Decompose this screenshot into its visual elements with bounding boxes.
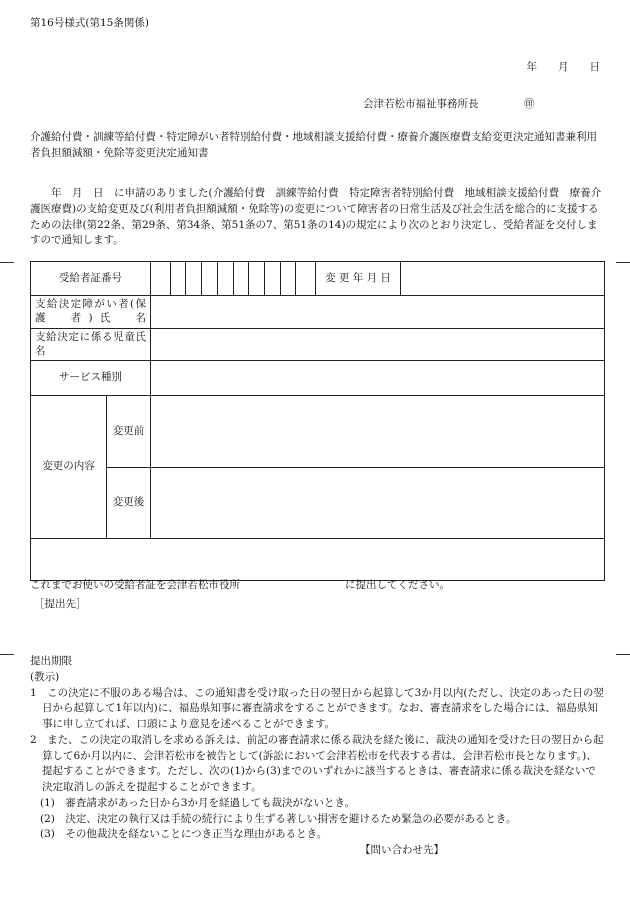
recipient-number-field[interactable] xyxy=(151,262,316,296)
notice-heading: (教示) xyxy=(30,670,60,683)
digit-box[interactable] xyxy=(218,262,234,295)
digit-box[interactable] xyxy=(202,262,218,295)
change-date-field[interactable] xyxy=(401,262,605,296)
form-number: 第16号様式(第15条関係) xyxy=(30,17,149,29)
digit-box[interactable] xyxy=(155,262,171,295)
issuer-name: 会津若松市福祉事務所長 xyxy=(363,98,479,110)
change-content-label: 変更の内容 xyxy=(31,396,107,539)
notice-sub-item-2: (2) 決定、決定の執行又は手続の続行により生ずる著しい損害を避けるため緊急の必要があるとき。 xyxy=(40,812,517,825)
notice-item-2: 2 また、この決定の取消しを求める訴えは、前記の審査請求に係る裁決を経た後に、裁決の通知を受けた日の翌日から起算して6か月以内に、会津若松市を被告として(訴訟において会津若松市を代表する者は、会津若松市長となります。)、提起することができます。ただし、次の(1)から(3)までのいずれかに該当するときは、審査請求に係る裁決を経ないで決定取消しの訴えを提起することができます。 xyxy=(30,733,604,793)
decided-person-field[interactable] xyxy=(151,296,605,329)
table-row xyxy=(31,396,605,468)
before-label: 変更前 xyxy=(107,396,151,468)
fold-mark-left-bottom xyxy=(0,654,14,655)
service-type-label: サービス種別 xyxy=(31,361,151,396)
decided-person-label: 支給決定障がい者(保 護 者)氏 名 xyxy=(31,296,151,329)
decided-child-field[interactable] xyxy=(151,329,605,361)
contact-label: 【問い合わせ先】 xyxy=(360,844,444,856)
notice-sub-item-3: (3) その他裁決を経ないことにつき正当な理由があるとき。 xyxy=(40,828,328,841)
recipient-number-label: 受給者証番号 xyxy=(31,262,151,296)
table-row xyxy=(31,468,605,539)
deadline-label: 提出期限 xyxy=(30,655,72,667)
fold-mark-right-bottom xyxy=(616,654,630,655)
change-date-label: 変 更 年 月 日 xyxy=(316,262,401,296)
before-field[interactable] xyxy=(151,396,605,468)
digit-box[interactable] xyxy=(265,262,281,295)
date-line: 年 月 日 xyxy=(526,61,600,73)
notice-section xyxy=(30,654,604,859)
digit-box[interactable] xyxy=(186,262,202,295)
digit-box[interactable] xyxy=(171,262,187,295)
submit-destination: ［提出先］ xyxy=(34,598,87,610)
intro-paragraph: 年 月 日 に申請のありました(介護給付費 訓練等給付費 特定障害者特別給付費 地域相談支援給付費 療養介護医療費)の支給変更及び(利用者負担額減額・免除等)の変更について障害者の日常生活及び社会生活を総合的に支援するための法律(第22条、第29条、第34条、第51条の7、第51条の14)の規定により次のとおり決定し、受給者証を交付しますので通知します。 xyxy=(30,187,602,247)
table-row xyxy=(31,262,605,296)
document-title: 介護給付費・訓練等給付費・特定障がい者特別給付費・地域相談支援給付費・療養介護医療費支給変更決定通知書兼利用者負担額減額・免除等変更決定通知書 xyxy=(30,131,597,159)
digit-box[interactable] xyxy=(234,262,250,295)
service-type-field[interactable] xyxy=(151,361,605,396)
after-field[interactable] xyxy=(151,468,605,539)
table-row xyxy=(31,329,605,361)
digit-box[interactable] xyxy=(281,262,297,295)
notice-item-1: 1 この決定に不服のある場合は、この通知書を受け取った日の翌日から起算して3か月以内(ただし、決定のあった日の翌日から起算して1年以内)に、福島県知事に審査請求をすることができます。なお、審査請求をした場合には、福島県知事に申し立てれば、口頭により意見を述べることができます。 xyxy=(30,686,604,730)
submit-instruction: これまでお使いの受給者証を会津若松市役所 に提出してください。 xyxy=(30,579,450,591)
fold-mark-right-top xyxy=(616,262,630,263)
decision-table xyxy=(30,261,605,581)
seal-mark: ㊞ xyxy=(524,98,535,110)
after-label: 変更後 xyxy=(107,468,151,539)
notice-sub-item-1: (1) 審査請求があった日から3か月を経過しても裁決がないとき。 xyxy=(40,796,356,809)
fold-mark-left-top xyxy=(0,262,14,263)
table-row xyxy=(31,296,605,329)
digit-box[interactable] xyxy=(296,262,311,295)
table-row xyxy=(31,539,605,581)
remarks-field[interactable] xyxy=(31,539,605,581)
table-row xyxy=(31,361,605,396)
digit-box[interactable] xyxy=(249,262,265,295)
decided-child-label: 支給決定に係る児童氏名 xyxy=(31,329,151,361)
